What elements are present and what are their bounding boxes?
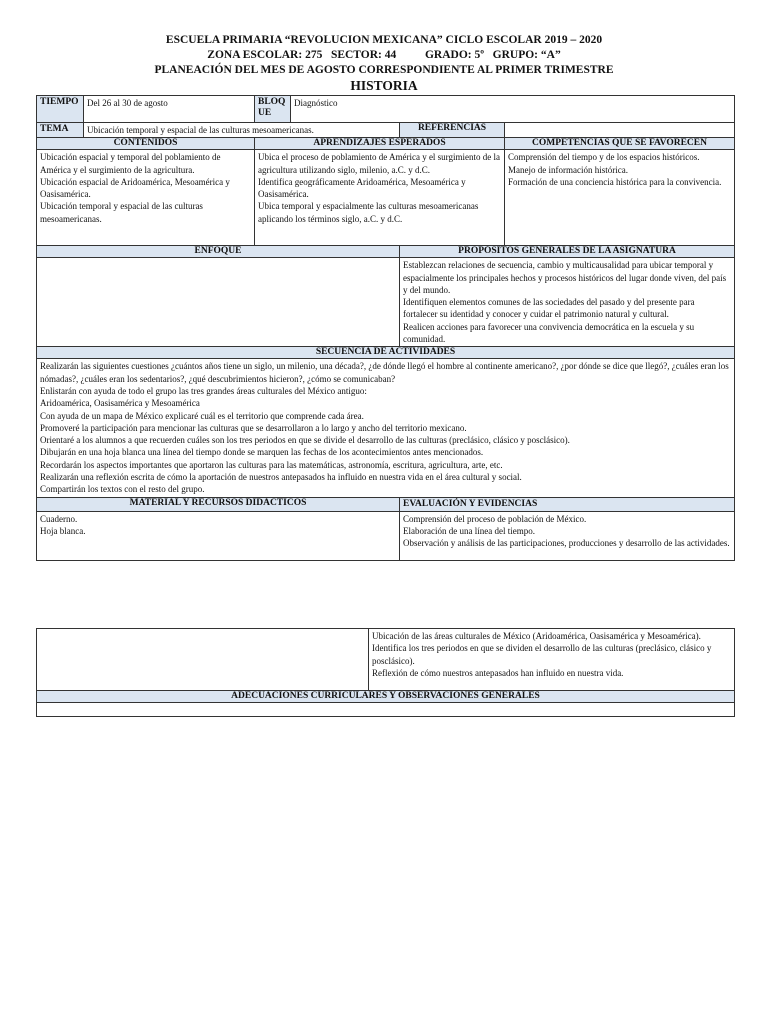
- actividad-item: Aridoamérica, Oasisamérica y Mesoamérica: [40, 398, 200, 409]
- evaluacion-header: EVALUACIÓN Y EVIDENCIAS: [400, 497, 735, 511]
- competencia-item: Comprensión del tiempo y de los espacios históricos.: [508, 152, 700, 163]
- subject-title: HISTORIA: [350, 78, 418, 93]
- evaluacion-item: Reflexión de cómo nuestros antepasados han influido en nuestra vida.: [372, 667, 624, 678]
- proposito-item: Realicen acciones para favorecer una convivencia democrática en la escuela y su comunidad.: [403, 321, 695, 345]
- material-item: Cuaderno.: [40, 513, 78, 524]
- contenido-item: Ubicación temporal y espacial de las culturas mesoamericanas.: [40, 201, 203, 224]
- actividad-item: Promoveré la participación para mencionar las culturas que se desarrollaron a lo largo y ancho del territorio mexicano.: [40, 422, 467, 433]
- aprendizaje-item: Ubica temporal y espacialmente las culturas mesoamericanas aplicando los términos siglo, a.C. y d.C.: [258, 201, 479, 224]
- actividad-item: Compartirán los textos con el resto del grupo.: [40, 484, 205, 495]
- referencias-label: REFERENCIAS: [400, 123, 505, 138]
- school-title: ESCUELA PRIMARIA “REVOLUCION MEXICANA” CICLO ESCOLAR 2019 – 2020: [165, 34, 603, 46]
- planning-table: [36, 95, 735, 561]
- planning-title: PLANEACIÓN DEL MES DE AGOSTO CORRESPONDIENTE AL PRIMER TRIMESTRE: [154, 64, 614, 76]
- aprendizaje-item: Identifica geográficamente Aridoamérica, Mesoamérica y Oasisamérica.: [258, 176, 466, 200]
- competencia-item: Formación de una conciencia histórica para la convivencia.: [508, 176, 722, 187]
- evaluacion-cell-continued: [369, 629, 735, 691]
- competencias-cell: [505, 150, 735, 246]
- contenidos-header: CONTENIDOS: [37, 138, 255, 150]
- material-cell-continued: [37, 629, 369, 691]
- bloque-value: Diagnóstico: [291, 96, 735, 123]
- enfoque-cell: [37, 258, 400, 347]
- actividad-item: Dibujarán en una hoja blanca una línea del tiempo donde se marquen las fechas de los acontecimientos antes mencionados.: [40, 447, 484, 458]
- evaluacion-cell: [400, 511, 735, 560]
- propositos-header: PROPÓSITOS GENERALES DE LA ASIGNATURA: [400, 246, 735, 258]
- document-header: [0, 33, 768, 94]
- bloque-label: BLOQUE: [255, 96, 291, 123]
- enfoque-header: ENFOQUE: [37, 246, 400, 258]
- competencia-item: Manejo de información histórica.: [508, 164, 628, 175]
- planning-table-continued: [36, 628, 735, 717]
- actividad-item: Con ayuda de un mapa de México explicaré cuál es el territorio que comprende cada área.: [40, 410, 364, 421]
- competencias-header: COMPETENCIAS QUE SE FAVORECEN: [505, 138, 735, 150]
- secuencia-cell: [37, 359, 735, 497]
- material-item: Hoja blanca.: [40, 525, 86, 536]
- actividad-item: Orientaré a los alumnos a que recuerden cuáles son los tres periodos en que se divide el desarrollo de las culturas (preclásico, clásico y posclásico).: [40, 435, 570, 446]
- actividad-item: Realizarán una reflexión escrita de cómo la aportación de nuestros antepasados ha influido en nuestra vida en el área cultural y social.: [40, 472, 522, 483]
- tiempo-value: Del 26 al 30 de agosto: [84, 96, 255, 123]
- tiempo-label: TIEMPO: [37, 96, 84, 123]
- material-header: MATERIAL Y RECURSOS DIDÁCTICOS: [37, 497, 400, 511]
- evaluacion-item: Identifica los tres periodos en que se dividen el desarrollo de las culturas (preclásico, clásico y posclásico).: [372, 643, 712, 666]
- actividad-item: Enlistarán con ayuda de todo el grupo las tres grandes áreas culturales del México antiguo:: [40, 385, 367, 396]
- contenido-item: Ubicación espacial de Aridoamérica, Mesoamérica y Oasisamérica.: [40, 176, 230, 200]
- tema-label: TEMA: [37, 123, 84, 138]
- actividad-item: Realizarán las siguientes cuestiones ¿cuántos años tiene un siglo, un milenio, una década?, ¿de dónde llegó el hombre al continente americano?, ¿por dónde se dice que llegó?, ¿cuáles eran los nómadas?, ¿cuáles eran los sedentarios?, ¿qué descubrimientos hicieron?, ¿cómo se comunicaban?: [40, 361, 729, 384]
- evaluacion-item: Comprensión del proceso de población de México.: [403, 513, 587, 524]
- contenidos-cell: [37, 150, 255, 246]
- aprendizajes-header: APRENDIZAJES ESPERADOS: [255, 138, 505, 150]
- material-cell: [37, 511, 400, 560]
- contenido-item: Ubicación espacial y temporal del poblamiento de América y el surgimiento de la agricultura.: [40, 152, 221, 175]
- proposito-item: Identifiquen elementos comunes de las sociedades del pasado y del presente para fortalecer su identidad y conocer y cuidar el patrimonio natural y cultural.: [403, 297, 695, 320]
- proposito-item: Establezcan relaciones de secuencia, cambio y multicausalidad para ubicar temporal y espacialmente los principales hechos y procesos históricos del lugar donde viven, del país y del mundo.: [403, 260, 727, 295]
- adecuaciones-header: ADECUACIONES CURRICULARES Y OBSERVACIONES GENERALES: [37, 691, 735, 703]
- adecuaciones-cell: [37, 703, 735, 717]
- secuencia-header: SECUENCIA DE ACTIVIDADES: [37, 347, 735, 359]
- referencias-value: [505, 123, 735, 138]
- tema-value: Ubicación temporal y espacial de las culturas mesoamericanas.: [84, 123, 400, 138]
- aprendizajes-cell: [255, 150, 505, 246]
- evaluacion-item: Observación y análisis de las participaciones, producciones y desarrollo de las actividades.: [403, 538, 730, 549]
- aprendizaje-item: Ubica el proceso de poblamiento de América y el surgimiento de la agricultura utilizando siglo, milenio, a.C. y d.C.: [258, 152, 501, 175]
- evaluacion-item: Ubicación de las áreas culturales de México (Aridoamérica, Oasisamérica y Mesoamérica).: [372, 631, 701, 641]
- zone-info: ZONA ESCOLAR: 275 SECTOR: 44 GRADO: 5º GRUPO: “A”: [207, 49, 561, 61]
- actividad-item: Recordarán los aspectos importantes que aportaron las culturas para las matemáticas, astronomía, escritura, agricultura, arte, etc.: [40, 459, 503, 470]
- propositos-cell: [400, 258, 735, 347]
- evaluacion-item: Elaboración de una línea del tiempo.: [403, 525, 535, 536]
